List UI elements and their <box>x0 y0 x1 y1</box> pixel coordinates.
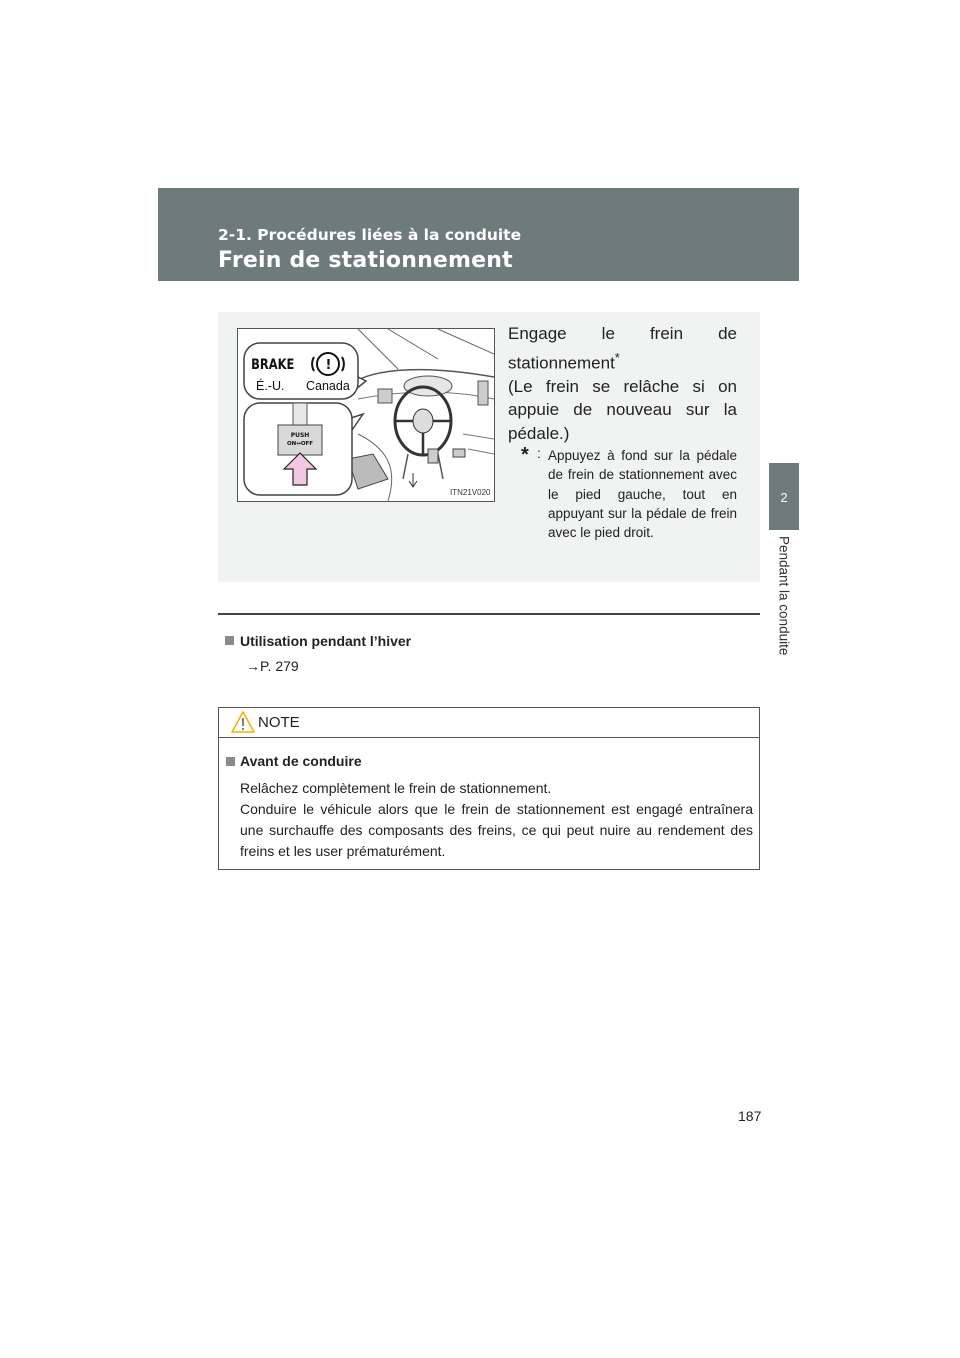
section-divider <box>218 613 760 615</box>
note-header-divider <box>219 737 759 738</box>
instruction-text <box>508 322 737 445</box>
parking-brake-illustration <box>237 328 495 502</box>
canada-label: Canada <box>306 379 350 393</box>
svg-text:!: ! <box>325 358 332 373</box>
note-box <box>218 707 760 870</box>
instruction-star: * <box>614 349 620 365</box>
chapter-number: 2 <box>780 490 788 505</box>
winter-heading: Utilisation pendant l’hiver <box>240 633 412 649</box>
instruction-line2: (Le frein se relâche si on appuie de nouveau sur la pédale.) <box>508 376 737 443</box>
warning-icon <box>231 711 255 733</box>
bullet-square-icon <box>225 636 234 645</box>
note-paragraph-2: Conduire le véhicule alors que le frein de stationnement est engagé entraînera une surchauffe des composants des freins, ce qui peut nuire au rendement des freins et les user prématurément. <box>240 801 753 859</box>
usa-label: É.-U. <box>256 379 285 393</box>
brake-label: BRAKE <box>251 356 295 374</box>
page-number: 187 <box>738 1108 762 1124</box>
chapter-label: Pendant la conduite <box>776 536 792 656</box>
note-bullet-square-icon <box>226 757 235 766</box>
onoff-label: ON↔OFF <box>286 441 314 447</box>
push-label: PUSH <box>290 432 310 439</box>
page-reference-link[interactable]: →P. 279 <box>246 658 299 674</box>
figure-code: ITN21V020 <box>450 488 491 497</box>
footnote-star: * <box>521 444 529 466</box>
page-title: Frein de stationnement <box>218 248 513 273</box>
car-interior-drawing <box>238 329 494 501</box>
note-title: NOTE <box>258 714 300 731</box>
footnote-text: Appuyez à fond sur la pédale de frein de stationnement avec le pied gauche, tout en appuyant sur la pédale de frein avec le pied droit. <box>548 448 737 541</box>
section-label: 2-1. Procédures liées à la conduite <box>218 226 522 244</box>
note-subheading: Avant de conduire <box>240 753 362 769</box>
note-paragraph-1: Relâchez complètement le frein de stationnement. <box>240 780 552 796</box>
footnote-colon: : <box>537 446 541 461</box>
instruction-line1: Engage le frein de stationnement <box>508 324 737 373</box>
